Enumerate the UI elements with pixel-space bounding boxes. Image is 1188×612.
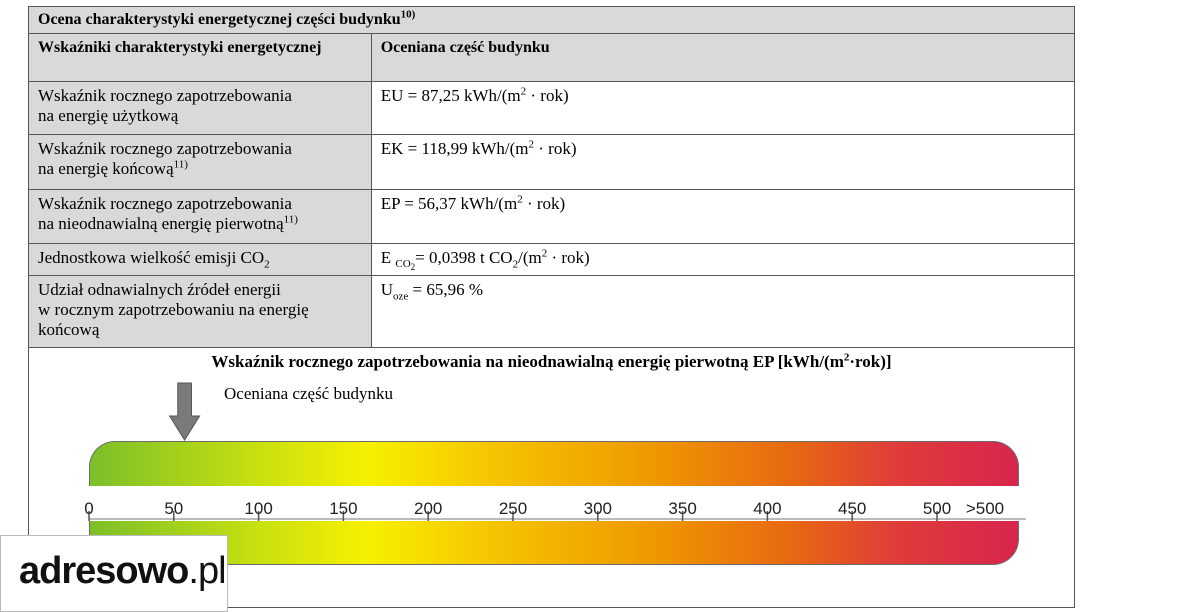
scale-tick-label: 300	[583, 499, 612, 518]
scale-tick-label: 150	[329, 499, 358, 518]
down-arrow-icon	[170, 383, 200, 440]
row-value-eu: EU = 87,25 kWh/$(m^2 \cdot rok)$	[371, 82, 1074, 135]
scale-tick-label: 500	[922, 499, 952, 518]
row-label-ep: Wskaźnik rocznego zapotrzebowania na nieodnawialną energię pierwotną$^{11)}$	[29, 190, 372, 244]
logo-text: adresowo.pl	[19, 550, 226, 592]
scale-tick-label: 0	[84, 499, 94, 518]
column-header-indicators: Wskaźniki charakterystyki energetycznej	[29, 34, 372, 82]
scale-tick-label: 400	[753, 499, 782, 518]
row-value-ep: EP = 56,37 kWh/$(m^2 \cdot rok)$	[371, 190, 1074, 244]
row-label-co2: Jednostkowa wielkość emisji $CO_2$	[29, 244, 372, 276]
column-header-assessed-part: Oceniana część budynku	[371, 34, 1074, 82]
scale-ticks	[84, 499, 1026, 521]
row-value-ek: EK = 118,99 kWh/$(m^2 \cdot rok)$	[371, 135, 1074, 190]
table-title: Ocena charakterystyki energetycznej części budynku$^{10)}$	[29, 7, 1075, 34]
scale-tick-label: 200	[414, 499, 443, 518]
scale-title: Wskaźnik rocznego zapotrzebowania na nieodnawialną energię pierwotną EP $[kWh/(m^2\cdot rok)]$	[211, 351, 892, 371]
row-label-ek: Wskaźnik rocznego zapotrzebowania na energię końcową$^{11)}$	[29, 135, 372, 190]
scale-tick-label: 450	[838, 499, 867, 518]
scale-tick-label: 100	[244, 499, 273, 518]
row-value-oze: $U_{oze} = 65,96$ %	[371, 276, 1074, 348]
logo	[0, 535, 228, 612]
scale-tick-label: 50	[164, 499, 184, 518]
row-label-eu: Wskaźnik rocznego zapotrzebowania na energię użytkową	[29, 82, 372, 135]
row-value-co2: E $_{CO_2}$= 0,0398 t $CO_2/(m^2 \cdot rok)$	[371, 244, 1074, 276]
title-footnote: 10)	[400, 8, 416, 21]
scale-tick-label: >500	[965, 499, 1005, 518]
arrow-label: Oceniana część budynku	[224, 384, 393, 403]
scale-tick-label: 250	[498, 499, 528, 518]
row-label-oze: Udział odnawialnych źródeł energii w rocznym zapotrzebowaniu na energię końcową	[29, 276, 372, 348]
scale-tick-label: 350	[668, 499, 697, 518]
marker-arrow	[170, 383, 200, 440]
